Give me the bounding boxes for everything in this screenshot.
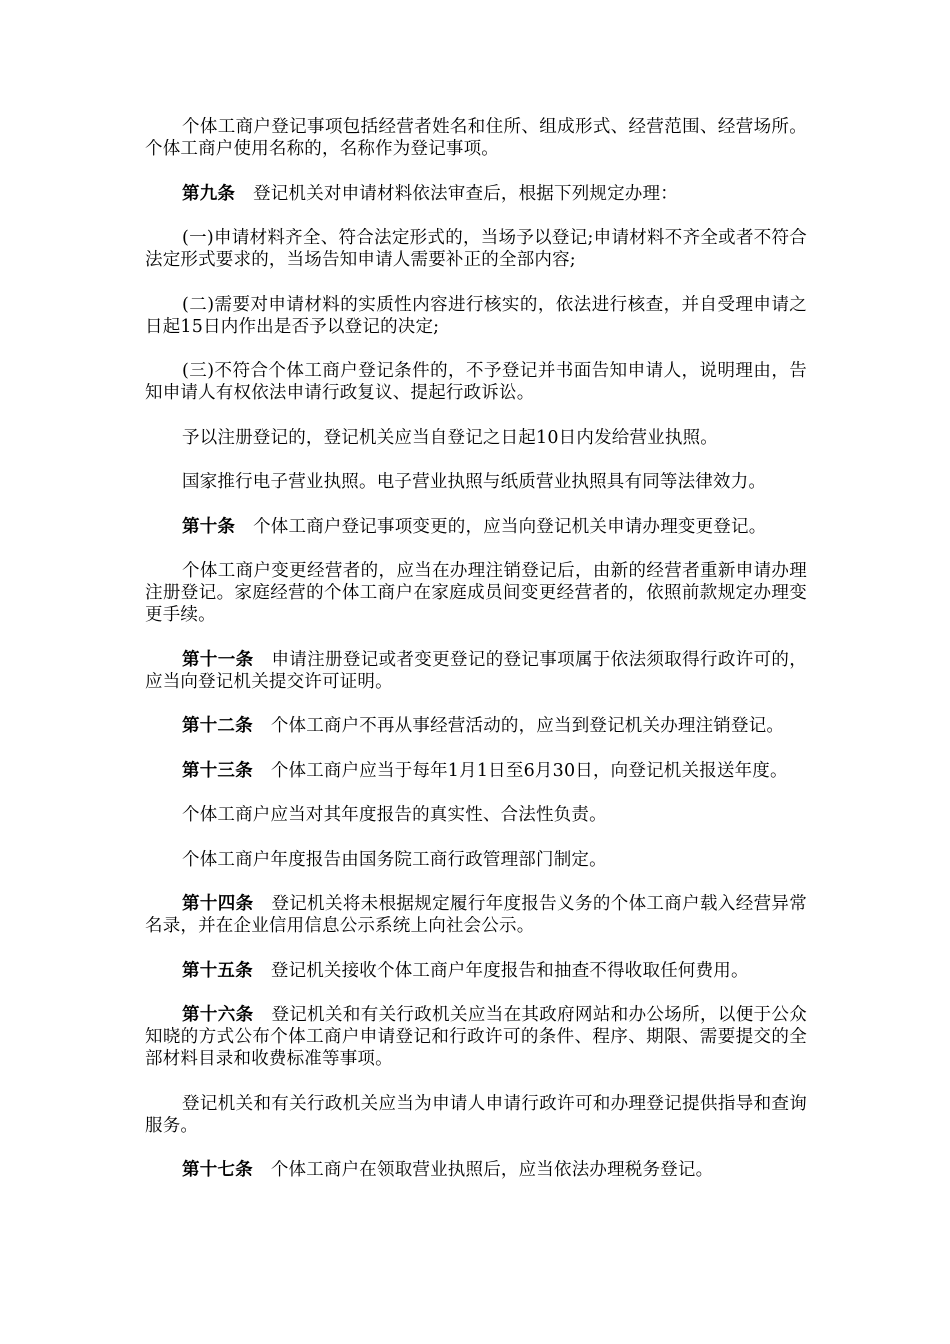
article-text: 个体工商户不再从事经营活动的，应当到登记机关办理注销登记。 <box>270 716 785 736</box>
paragraph-guidance-service <box>145 1093 807 1137</box>
paragraph-text: 国家推行电子营业执照。电子营业执照与纸质营业执照具有同等法律效力。 <box>182 472 767 492</box>
article-15 <box>145 960 807 982</box>
article-11 <box>145 649 807 693</box>
article-13 <box>145 760 807 782</box>
article-number: 第十六条 <box>182 1005 254 1025</box>
paragraph-text: 个体工商户年度报告由国务院工商行政管理部门制定。 <box>182 849 607 870</box>
article-number: 第十条 <box>182 516 236 537</box>
article-10 <box>145 516 807 538</box>
article-number: 第十一条 <box>182 649 254 670</box>
paragraph-electronic-license <box>145 471 807 493</box>
article-9-item-2 <box>145 294 807 338</box>
document-page <box>145 116 807 1204</box>
article-number: 第九条 <box>182 183 236 204</box>
article-number: 第十三条 <box>182 760 253 781</box>
article-text: 登记机关将未根据规定履行年度报告义务的个体工商户载入经营异常名录，并在企业信用信息公示系统上向社会公示。 <box>145 894 807 936</box>
article-text: 个体工商户登记事项变更的，应当向登记机关申请办理变更登记。 <box>253 516 767 537</box>
article-text: 个体工商户应当于每年1月1日至6月30日，向登记机关报送年度。 <box>270 760 788 781</box>
paragraph-license-issuance <box>145 427 807 449</box>
article-9-item-3 <box>145 360 807 404</box>
paragraph-text: 个体工商户登记事项包括经营者姓名和住所、组成形式、经营范围、经营场所。个体工商户使用名称的，名称作为登记事项。 <box>145 117 807 159</box>
article-number: 第十四条 <box>182 894 254 914</box>
paragraph-report-responsibility <box>145 804 807 826</box>
article-9-item-1 <box>145 227 807 271</box>
paragraph-text: (三)不符合个体工商户登记条件的，不予登记并书面告知申请人，说明理由，告知申请人有权依法申请行政复议、提起行政诉讼。 <box>145 361 807 403</box>
article-text: 个体工商户在领取营业执照后，应当依法办理税务登记。 <box>270 1160 714 1180</box>
paragraph-text: 个体工商户变更经营者的，应当在办理注销登记后，由新的经营者重新申请办理注册登记。家庭经营的个体工商户在家庭成员间变更经营者的，依照前款规定办理变更手续。 <box>145 561 807 625</box>
article-12 <box>145 715 807 737</box>
article-text: 登记机关对申请材料依法审查后，根据下列规定办理： <box>253 183 678 204</box>
article-number: 第十五条 <box>182 960 253 981</box>
article-16 <box>145 1004 807 1070</box>
article-14 <box>145 893 807 937</box>
article-number: 第十七条 <box>182 1160 253 1180</box>
article-number: 第十二条 <box>182 716 253 736</box>
article-17 <box>145 1159 807 1181</box>
paragraph-registration-items <box>145 116 807 160</box>
article-text: 申请注册登记或者变更登记的登记事项属于依法须取得行政许可的，应当向登记机关提交许可证明。 <box>145 649 807 692</box>
paragraph-operator-change <box>145 560 807 626</box>
article-9 <box>145 183 807 205</box>
article-text: 登记机关接收个体工商户年度报告和抽查不得收取任何费用。 <box>270 960 749 981</box>
paragraph-text: 予以注册登记的，登记机关应当自登记之日起10日内发给营业执照。 <box>182 427 718 448</box>
paragraph-text: (一)申请材料齐全、符合法定形式的，当场予以登记;申请材料不齐全或者不符合法定形式要求的，当场告知申请人需要补正的全部内容; <box>145 228 807 270</box>
paragraph-text: (二)需要对申请材料的实质性内容进行核实的，依法进行核查，并自受理申请之日起15日内作出是否予以登记的决定; <box>145 294 807 337</box>
paragraph-text: 登记机关和有关行政机关应当为申请人申请行政许可和办理登记提供指导和查询服务。 <box>145 1093 807 1136</box>
article-text: 登记机关和有关行政机关应当在其政府网站和办公场所，以便于公众知晓的方式公布个体工商户申请登记和行政许可的条件、程序、期限、需要提交的全部材料目录和收费标准等事项。 <box>145 1005 807 1069</box>
paragraph-text: 个体工商户应当对其年度报告的真实性、合法性负责。 <box>182 805 607 825</box>
paragraph-report-format <box>145 849 807 871</box>
